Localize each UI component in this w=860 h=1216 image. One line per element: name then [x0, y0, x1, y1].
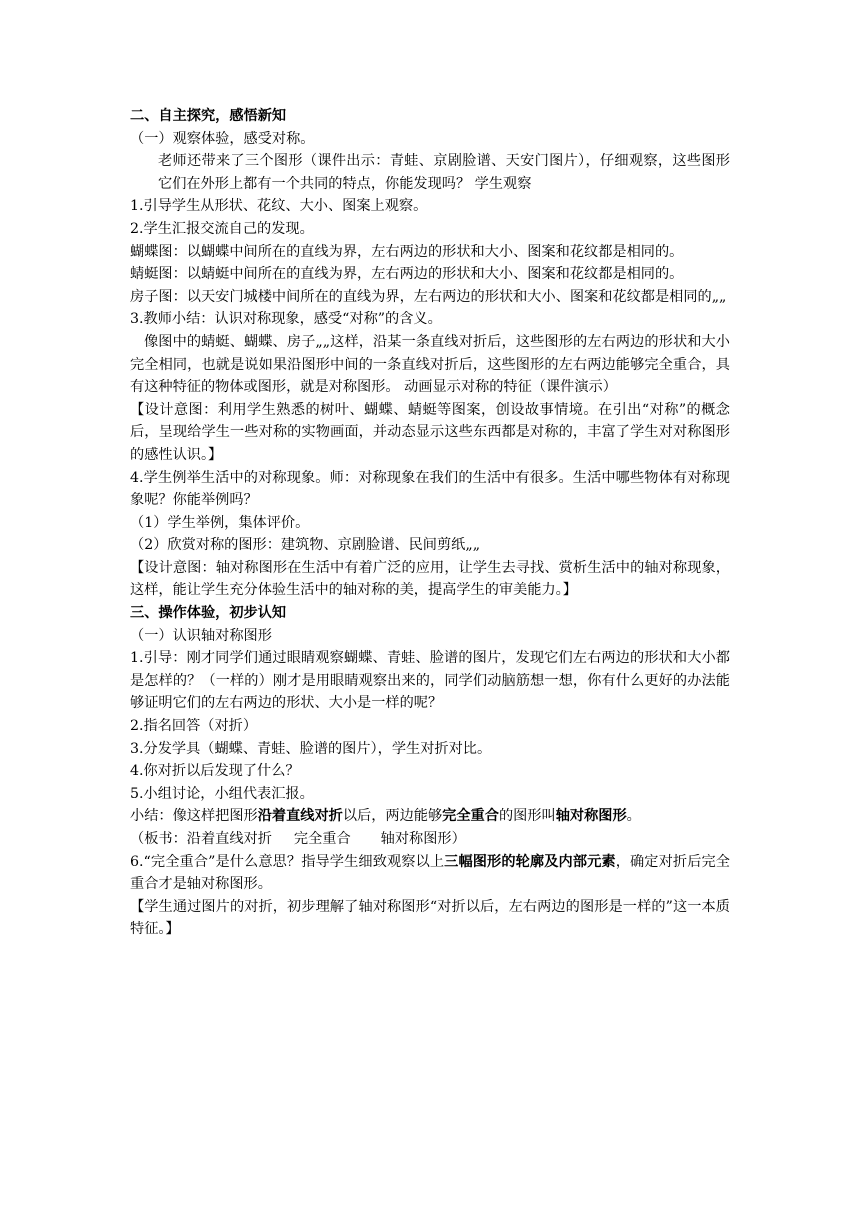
board-part-c: 轴对称图形） [380, 831, 466, 847]
paragraph-dragonfly: 蜻蜓图：以蜻蜓中间所在的直线为界，左右两边的形状和大小、图案和花纹都是相同的。 [130, 266, 684, 283]
section-heading-3: 三、操作体验，初步认知 [130, 605, 287, 622]
sub-item-4b: （2）欣赏对称的图形：建筑物、京剧脸谱、民间剪纸„„ [130, 537, 481, 554]
paragraph-house: 房子图：以天安门城楼中间所在的直线为界，左右两边的形状和大小、图案和花纹都是相同的„„ [130, 288, 727, 305]
conclusion-emph-overlap: 完全重合 [442, 808, 499, 825]
document-page [130, 105, 730, 941]
s3-list-item-3: 3.分发学具（蝴蝶、青蛙、脸谱的图片），学生对折对比。 [130, 740, 492, 757]
conclusion-emph-fold: 沿着直线对折 [257, 808, 343, 825]
board-note [130, 828, 730, 851]
section-heading-2: 二、自主探究，感悟新知 [130, 108, 287, 124]
design-note-3: 【学生通过图片的对折，初步理解了轴对称图形“对折以后，左右两边的图形是一样的”这一本质特征。】 [130, 898, 730, 938]
s3-list-item-2: 2.指名回答（对折） [130, 718, 258, 735]
subheading-observe: （一）观察体验，感受对称。 [130, 130, 315, 147]
paragraph-butterfly: 蝴蝶图：以蝴蝶中间所在的直线为界，左右两边的形状和大小、图案和花纹都是相同的。 [130, 243, 684, 260]
list-item-2: 2.学生汇报交流自己的发现。 [130, 220, 314, 237]
intro-text: 老师还带来了三个图形（课件出示：青蛙、京剧脸谱、天安门图片），仔细观察，这些图形它们在外形上都有一个共同的特点，你能发现吗？ 学生观察 [158, 153, 730, 192]
sub-item-4a: （1）学生举例，集体评价。 [130, 514, 310, 531]
item6-part-a: 6.“完全重合”是什么意思？指导学生细致观察以上 [130, 853, 445, 870]
list-item-4: 4.学生例举生活中的对称现象。师：对称现象在我们的生活中有很多。生活中哪些物体有对称现象呢？你能举例吗？ [130, 469, 730, 509]
paragraph-summary: 像图中的蜻蜓、蝴蝶、房子„„这样，沿某一条直线对折后，这些图形的左右两边的形状和大小完全相同，也就是说如果沿图形中间的一条直线对折后，这些图形的左右两边能够完全重合，具有这种特征的物体或图形，就是对称图形。 动画显示对称的特征（课件演示） [130, 333, 730, 396]
conclusion-part-c: 以后，两边能够 [342, 808, 443, 825]
subheading-axis-symmetry: （一）认识轴对称图形 [130, 627, 272, 644]
design-note-1: 【设计意图：利用学生熟悉的树叶、蝴蝶、蜻蜓等图案，创设故事情境。在引出“对称”的概念后，呈现给学生一些对称的实物画面，并动态显示这些东西都是对称的，丰富了学生对对称图形的感性认识。】 [130, 401, 730, 463]
conclusion [130, 805, 730, 828]
list-item-3: 3.教师小结：认识对称现象，感受“对称”的含义。 [130, 311, 442, 328]
design-note-2: 【设计意图：轴对称图形在生活中有着广泛的应用，让学生去寻找、赏析生活中的轴对称现象，这样，能让学生充分体验生活中的轴对称的美，提高学生的审美能力。】 [130, 559, 730, 599]
s3-list-item-6 [130, 851, 730, 896]
list-item-1: 1.引导学生从形状、花纹、大小、图案上观察。 [130, 198, 428, 215]
item6-emph: 三幅图形的轮廓及内部元素 [444, 853, 616, 870]
conclusion-emph-axis: 轴对称图形 [555, 808, 627, 825]
conclusion-part-g: 。 [626, 808, 641, 825]
board-part-b: 完全重合 [293, 831, 351, 847]
conclusion-part-a: 小结：像这样把图形 [130, 808, 258, 825]
s3-list-item-5: 5.小组讨论，小组代表汇报。 [130, 785, 314, 802]
paragraph-intro [130, 150, 730, 195]
conclusion-part-e: 的图形叫 [498, 808, 556, 825]
item6-part-c: ，确定对折后完全重合才是轴对称图形。 [130, 853, 730, 893]
s3-list-item-4: 4.你对折以后发现了什么？ [130, 763, 300, 780]
board-part-a: （板书：沿着直线对折 [130, 831, 272, 847]
s3-list-item-1: 1.引导：刚才同学们通过眼睛观察蝴蝶、青蛙、脸谱的图片，发现它们左右两边的形状和大小都是怎样的？（一样的）刚才是用眼睛观察出来的，同学们动脑筋想一想，你有什么更好的办法能够证明它们的左右两边的形状、大小是一样的呢？ [130, 650, 730, 712]
